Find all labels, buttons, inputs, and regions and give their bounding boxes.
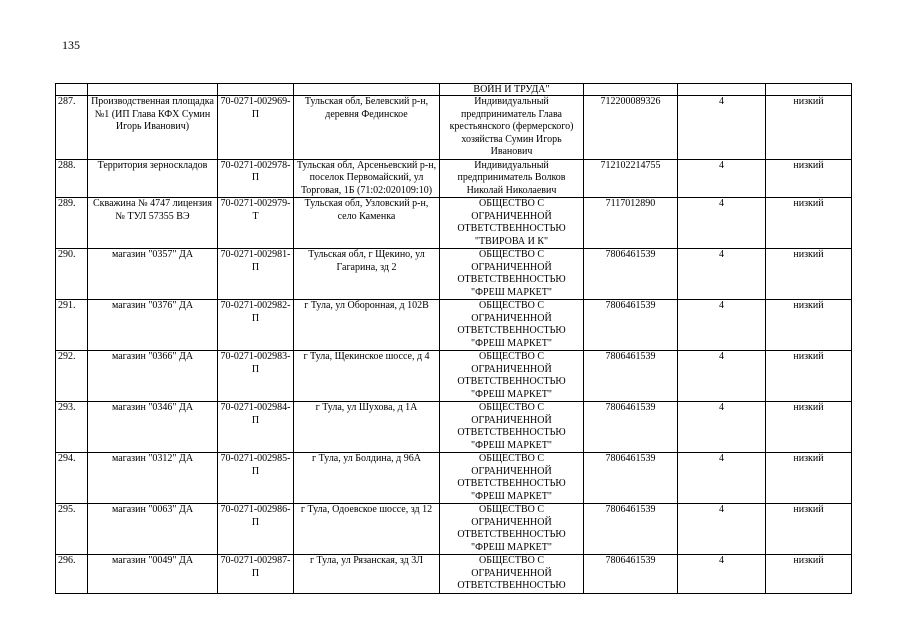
cell-address: г Тула, ул Рязанская, зд 3Л: [294, 555, 440, 594]
cell-num: 291.: [56, 300, 88, 351]
cell-address: г Тула, ул Шухова, д 1А: [294, 402, 440, 453]
cell-risk: [766, 84, 852, 96]
cell-risk: низкий: [766, 249, 852, 300]
table-row: [56, 453, 852, 504]
cell-address: Тульская обл, Узловский р-н, село Каменка: [294, 198, 440, 249]
cell-owner: ОБЩЕСТВО С ОГРАНИЧЕННОЙ ОТВЕТСТВЕННОСТЬЮ "ФРЕШ МАРКЕТ": [440, 504, 584, 555]
cell-address: Тульская обл, Белевский р-н, деревня Фединское: [294, 96, 440, 160]
cell-owner: ОБЩЕСТВО С ОГРАНИЧЕННОЙ ОТВЕТСТВЕННОСТЬЮ "ФРЕШ МАРКЕТ": [440, 300, 584, 351]
cell-category: 4: [678, 555, 766, 594]
cell-code: 70-0271-002987-П: [218, 555, 294, 594]
cell-owner: ОБЩЕСТВО С ОГРАНИЧЕННОЙ ОТВЕТСТВЕННОСТЬЮ "ФРЕШ МАРКЕТ": [440, 351, 584, 402]
cell-address: г Тула, Одоевское шоссе, зд 12: [294, 504, 440, 555]
cell-inn: 7806461539: [584, 453, 678, 504]
cell-inn: [584, 84, 678, 96]
cell-owner: ОБЩЕСТВО С ОГРАНИЧЕННОЙ ОТВЕТСТВЕННОСТЬЮ "ФРЕШ МАРКЕТ": [440, 402, 584, 453]
table-body: [56, 84, 852, 594]
cell-owner: ВОЙН И ТРУДА": [440, 84, 584, 96]
table-row: [56, 555, 852, 594]
table-row: [56, 159, 852, 198]
cell-address: г Тула, Щекинское шоссе, д 4: [294, 351, 440, 402]
cell-risk: низкий: [766, 351, 852, 402]
cell-num: 293.: [56, 402, 88, 453]
cell-num: 287.: [56, 96, 88, 160]
cell-name: Территория зерноскладов: [88, 159, 218, 198]
cell-name: магазин "0366" ДА: [88, 351, 218, 402]
table-row: [56, 351, 852, 402]
table-row: [56, 504, 852, 555]
cell-inn: 7806461539: [584, 504, 678, 555]
cell-inn: 7806461539: [584, 402, 678, 453]
cell-category: 4: [678, 351, 766, 402]
cell-category: [678, 84, 766, 96]
cell-code: 70-0271-002983-П: [218, 351, 294, 402]
cell-owner: Индивидуальный предприниматель Волков Николай Николаевич: [440, 159, 584, 198]
cell-name: магазин "0063" ДА: [88, 504, 218, 555]
cell-owner: ОБЩЕСТВО С ОГРАНИЧЕННОЙ ОТВЕТСТВЕННОСТЬЮ "ТВИРОВА И К": [440, 198, 584, 249]
cell-code: [218, 84, 294, 96]
cell-name: магазин "0312" ДА: [88, 453, 218, 504]
cell-inn: 7806461539: [584, 555, 678, 594]
cell-category: 4: [678, 96, 766, 160]
cell-code: 70-0271-002985-П: [218, 453, 294, 504]
cell-address: Тульская обл, Арсеньевский р-н, поселок Первомайский, ул Торговая, 1Б (71:02:020109:10): [294, 159, 440, 198]
cell-name: магазин "0346" ДА: [88, 402, 218, 453]
cell-code: 70-0271-002986-П: [218, 504, 294, 555]
continuation-row: [56, 84, 852, 96]
cell-category: 4: [678, 402, 766, 453]
cell-risk: низкий: [766, 198, 852, 249]
table-row: [56, 300, 852, 351]
cell-code: 70-0271-002984-П: [218, 402, 294, 453]
cell-risk: низкий: [766, 96, 852, 160]
cell-inn: 712200089326: [584, 96, 678, 160]
cell-num: 296.: [56, 555, 88, 594]
cell-code: 70-0271-002982-П: [218, 300, 294, 351]
table-row: [56, 96, 852, 160]
cell-inn: 7117012890: [584, 198, 678, 249]
cell-num: [56, 84, 88, 96]
cell-category: 4: [678, 159, 766, 198]
cell-inn: 7806461539: [584, 351, 678, 402]
page-number: 135: [62, 38, 80, 52]
cell-owner: Индивидуальный предприниматель Глава крестьянского (фермерского) хозяйства Сумин Игорь Иванович: [440, 96, 584, 160]
cell-risk: низкий: [766, 159, 852, 198]
cell-num: 289.: [56, 198, 88, 249]
cell-code: 70-0271-002969-П: [218, 96, 294, 160]
cell-category: 4: [678, 198, 766, 249]
cell-name: [88, 84, 218, 96]
cell-inn: 7806461539: [584, 249, 678, 300]
cell-num: 294.: [56, 453, 88, 504]
cell-owner: ОБЩЕСТВО С ОГРАНИЧЕННОЙ ОТВЕТСТВЕННОСТЬЮ "ФРЕШ МАРКЕТ": [440, 453, 584, 504]
cell-num: 290.: [56, 249, 88, 300]
cell-owner: ОБЩЕСТВО С ОГРАНИЧЕННОЙ ОТВЕТСТВЕННОСТЬЮ "ФРЕШ МАРКЕТ": [440, 249, 584, 300]
cell-risk: низкий: [766, 453, 852, 504]
cell-code: 70-0271-002979-Т: [218, 198, 294, 249]
cell-name: магазин "0049" ДА: [88, 555, 218, 594]
cell-name: магазин "0357" ДА: [88, 249, 218, 300]
cell-category: 4: [678, 300, 766, 351]
cell-inn: 712102214755: [584, 159, 678, 198]
cell-risk: низкий: [766, 504, 852, 555]
cell-category: 4: [678, 249, 766, 300]
cell-num: 288.: [56, 159, 88, 198]
table-row: [56, 402, 852, 453]
cell-name: Скважина № 4747 лицензия № ТУЛ 57355 ВЭ: [88, 198, 218, 249]
cell-category: 4: [678, 504, 766, 555]
registry-table: [55, 83, 852, 594]
cell-code: 70-0271-002978-П: [218, 159, 294, 198]
cell-category: 4: [678, 453, 766, 504]
cell-address: [294, 84, 440, 96]
cell-num: 292.: [56, 351, 88, 402]
cell-address: г Тула, ул Болдина, д 96А: [294, 453, 440, 504]
cell-risk: низкий: [766, 402, 852, 453]
cell-risk: низкий: [766, 300, 852, 351]
cell-num: 295.: [56, 504, 88, 555]
table-row: [56, 198, 852, 249]
cell-name: Производственная площадка №1 (ИП Глава КФХ Сумин Игорь Иванович): [88, 96, 218, 160]
cell-address: г Тула, ул Оборонная, д 102В: [294, 300, 440, 351]
cell-code: 70-0271-002981-П: [218, 249, 294, 300]
cell-inn: 7806461539: [584, 300, 678, 351]
table-row: [56, 249, 852, 300]
cell-address: Тульская обл, г Щекино, ул Гагарина, зд 2: [294, 249, 440, 300]
cell-owner: ОБЩЕСТВО С ОГРАНИЧЕННОЙ ОТВЕТСТВЕННОСТЬЮ: [440, 555, 584, 594]
cell-risk: низкий: [766, 555, 852, 594]
cell-name: магазин "0376" ДА: [88, 300, 218, 351]
